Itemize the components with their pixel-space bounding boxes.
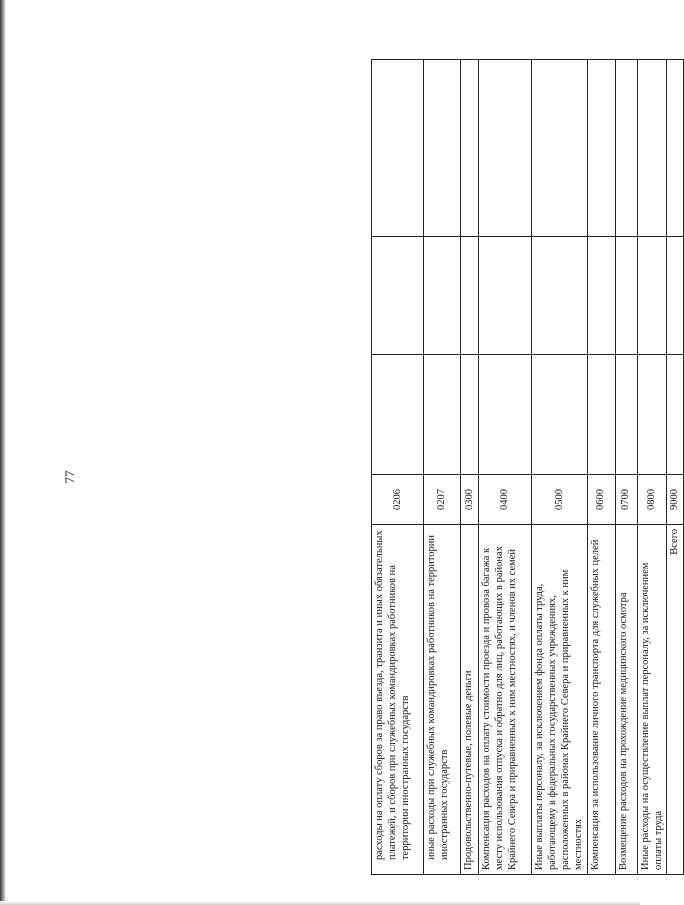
row-value <box>587 237 615 355</box>
row-value <box>479 237 532 355</box>
row-code: 0400 <box>479 475 532 525</box>
row-label: иные расходы при служебных командировках работников на территории иностранных государств <box>424 525 461 875</box>
row-label: Продовольственно-путевые, полевые деньги <box>461 525 479 875</box>
row-code: 0500 <box>532 475 588 525</box>
row-value <box>532 60 588 237</box>
row-value <box>424 237 461 355</box>
row-value <box>587 60 615 237</box>
row-code: 0206 <box>372 475 424 525</box>
table-row <box>587 60 615 875</box>
table-row <box>461 60 479 875</box>
table-row <box>615 60 637 875</box>
row-value <box>372 60 424 237</box>
row-value <box>615 60 637 237</box>
row-value <box>587 355 615 475</box>
scan-bottom-shadow <box>0 901 640 905</box>
row-code: 0300 <box>461 475 479 525</box>
table-row <box>532 60 588 875</box>
total-label: Всего <box>666 525 683 875</box>
row-label: Иные расходы на осуществление выплат персоналу, за исключением оплаты труда <box>637 525 666 875</box>
row-label: Возмещение расходов на прохождение медицинского осмотра <box>615 525 637 875</box>
total-code: 9000 <box>666 475 683 525</box>
row-value <box>479 355 532 475</box>
rotated-table-container <box>371 60 681 875</box>
table-row <box>637 60 666 875</box>
row-value <box>461 355 479 475</box>
row-value <box>637 355 666 475</box>
table-row <box>372 60 424 875</box>
table-row <box>479 60 532 875</box>
scan-edge-shadow <box>0 0 6 905</box>
page-number: 77 <box>62 470 77 484</box>
row-value <box>461 237 479 355</box>
row-value <box>424 60 461 237</box>
row-code: 0800 <box>637 475 666 525</box>
row-value <box>424 355 461 475</box>
row-value <box>372 355 424 475</box>
row-value <box>615 237 637 355</box>
row-value <box>532 237 588 355</box>
total-value <box>666 355 683 475</box>
row-code: 0700 <box>615 475 637 525</box>
row-value <box>637 60 666 237</box>
row-value <box>461 60 479 237</box>
total-value <box>666 237 683 355</box>
total-row <box>666 60 683 875</box>
row-value <box>637 237 666 355</box>
row-code: 0207 <box>424 475 461 525</box>
row-label: Компенсация расходов на оплату стоимости проезда и провоза багажа к месту использования отпуска и обратно для лиц, работающих в районах Крайнего Севера и приравненных к ним местностях, и членов их семей <box>479 525 532 875</box>
row-value <box>532 355 588 475</box>
expenses-table <box>371 59 684 875</box>
row-value <box>479 60 532 237</box>
total-value <box>666 60 683 237</box>
table-row <box>424 60 461 875</box>
row-label: расходы на оплату сборов за право въезда, транзита и иных обязательных платежей, и сборов при служебных командировках работников на территории иностранных государств <box>372 525 424 875</box>
row-value <box>372 237 424 355</box>
row-label: Компенсация за использование личного транспорта для служебных целей <box>587 525 615 875</box>
row-label: Иные выплаты персоналу, за исключением фонда оплаты труда, работающему в федеральных государственных учреждениях, расположенных в районах Крайнего Севера и приравненных к ним местностях <box>532 525 588 875</box>
row-value <box>615 355 637 475</box>
row-code: 0600 <box>587 475 615 525</box>
